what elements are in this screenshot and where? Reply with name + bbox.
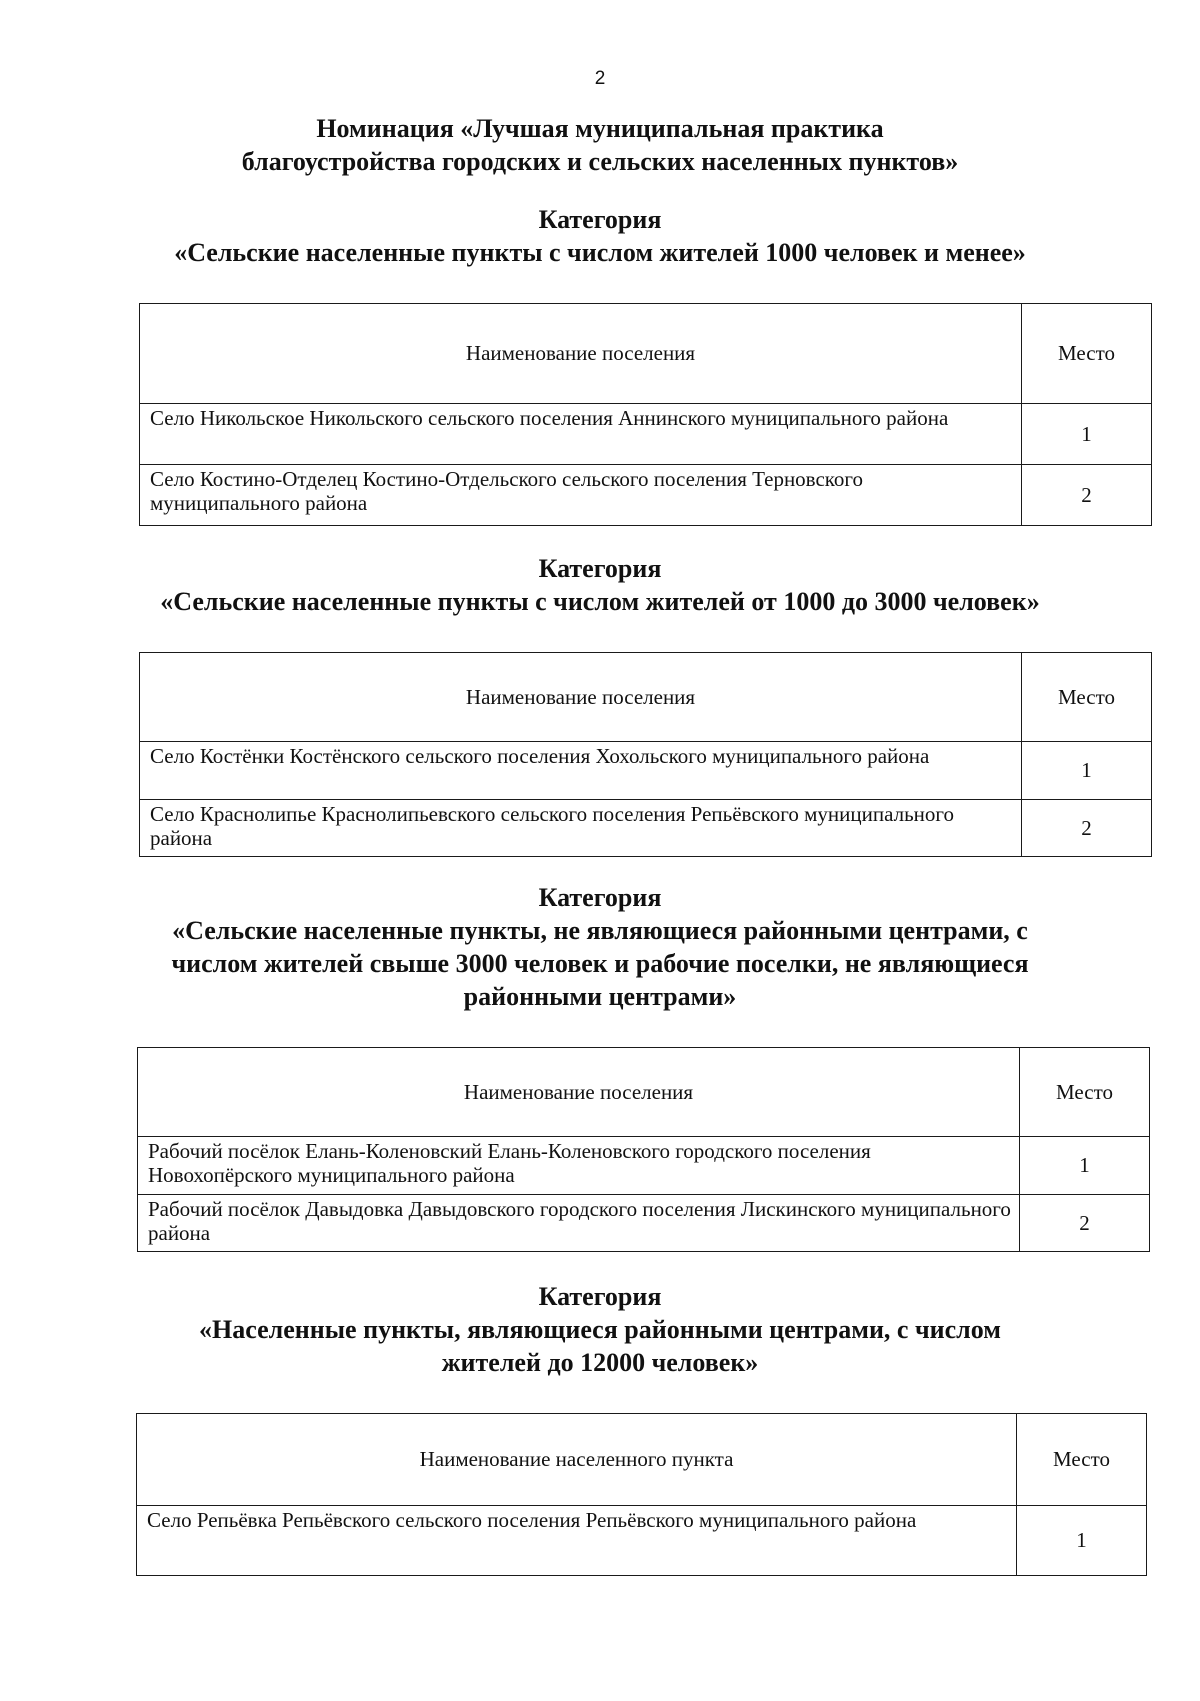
results-table-4	[136, 1413, 1147, 1576]
category-title-line: числом жителей свыше 3000 человек и рабочие поселки, не являющиеся	[171, 949, 1029, 978]
column-header-place: Место	[1017, 1414, 1147, 1506]
column-header-place: Место	[1022, 304, 1152, 404]
category-heading-3	[100, 881, 1100, 1013]
place-value: 1	[1022, 404, 1152, 465]
column-header-name: Наименование поселения	[140, 653, 1022, 742]
table-row	[140, 800, 1152, 857]
category-label: Категория	[538, 1282, 662, 1311]
place-value: 2	[1020, 1195, 1150, 1252]
table-row	[140, 742, 1152, 800]
place-value: 1	[1017, 1506, 1147, 1576]
nomination-title-line: благоустройства городских и сельских населенных пунктов»	[241, 147, 959, 176]
settlement-name: Село Костино-Отделец Костино-Отдельского сельского поселения Терновского муниципального района	[140, 465, 1022, 526]
settlement-name: Село Никольское Никольского сельского поселения Аннинского муниципального района	[140, 404, 1022, 465]
category-label: Категория	[538, 883, 662, 912]
table-row	[140, 404, 1152, 465]
settlement-name: Рабочий посёлок Елань-Коленовский Елань-Коленовского городского поселения Новохопёрского муниципального района	[138, 1137, 1020, 1195]
category-title-line: районными центрами»	[463, 982, 737, 1011]
table-header-row	[137, 1414, 1147, 1506]
category-title-line: «Сельские населенные пункты с числом жителей 1000 человек и менее»	[174, 238, 1026, 267]
results-table-2	[139, 652, 1152, 857]
column-header-name: Наименование населенного пункта	[137, 1414, 1017, 1506]
category-title-line: «Сельские населенные пункты, не являющиеся районными центрами, с	[172, 916, 1028, 945]
settlement-name: Село Репьёвка Репьёвского сельского поселения Репьёвского муниципального района	[137, 1506, 1017, 1576]
table-row	[140, 465, 1152, 526]
category-title-line: «Населенные пункты, являющиеся районными центрами, с числом	[199, 1315, 1001, 1344]
category-title-line: «Сельские населенные пункты с числом жителей от 1000 до 3000 человек»	[160, 587, 1040, 616]
place-value: 2	[1022, 465, 1152, 526]
category-heading-4	[100, 1280, 1100, 1379]
column-header-name: Наименование поселения	[138, 1048, 1020, 1137]
place-value: 1	[1022, 742, 1152, 800]
table-header-row	[140, 653, 1152, 742]
settlement-name: Село Краснолипье Краснолипьевского сельского поселения Репьёвского муниципального района	[140, 800, 1022, 857]
page-number: 2	[594, 68, 606, 89]
results-table-3	[137, 1047, 1150, 1252]
column-header-place: Место	[1020, 1048, 1150, 1137]
settlement-name: Рабочий посёлок Давыдовка Давыдовского городского поселения Лискинского муниципального района	[138, 1195, 1020, 1252]
table-row	[138, 1137, 1150, 1195]
results-table-1	[139, 303, 1152, 526]
place-value: 1	[1020, 1137, 1150, 1195]
category-heading-1	[100, 203, 1100, 269]
nomination-title	[100, 112, 1100, 178]
column-header-name: Наименование поселения	[140, 304, 1022, 404]
table-header-row	[138, 1048, 1150, 1137]
category-title-line: жителей до 12000 человек»	[441, 1348, 759, 1377]
category-label: Категория	[538, 554, 662, 583]
place-value: 2	[1022, 800, 1152, 857]
table-row	[137, 1506, 1147, 1576]
table-header-row	[140, 304, 1152, 404]
settlement-name: Село Костёнки Костёнского сельского поселения Хохольского муниципального района	[140, 742, 1022, 800]
category-label: Категория	[538, 205, 662, 234]
nomination-title-line: Номинация «Лучшая муниципальная практика	[316, 114, 884, 143]
table-row	[138, 1195, 1150, 1252]
column-header-place: Место	[1022, 653, 1152, 742]
category-heading-2	[100, 552, 1100, 618]
